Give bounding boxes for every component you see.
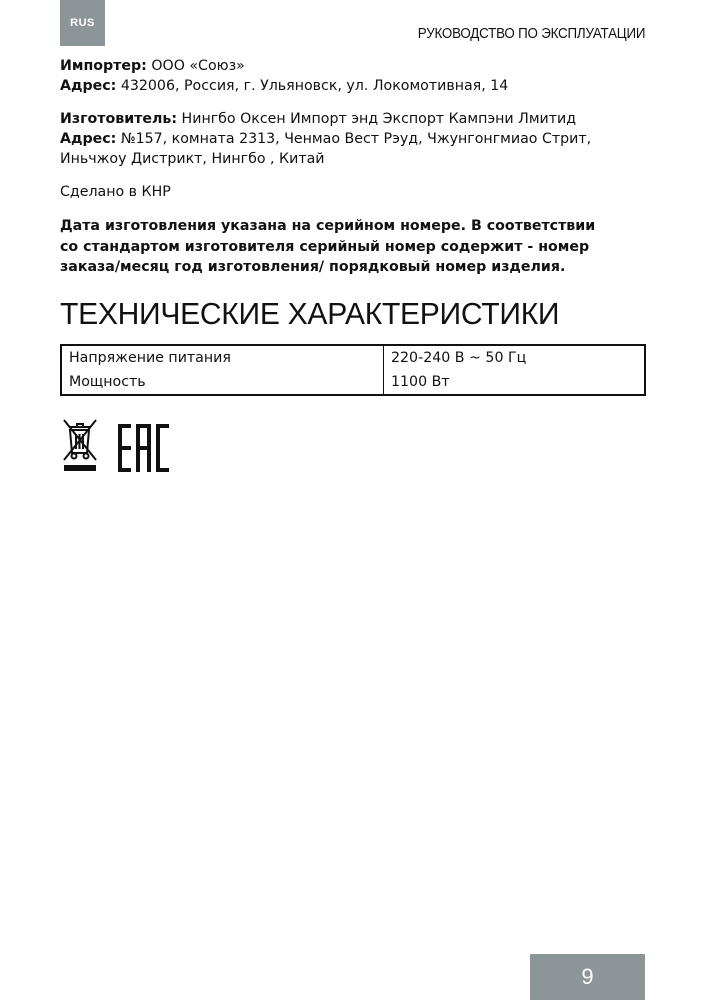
manufacture-date-note xyxy=(60,216,650,278)
spec-name: Напряжение питания xyxy=(61,345,384,370)
page-number: 9 xyxy=(530,954,645,1000)
manufacturer-label: Изготовитель: xyxy=(60,111,178,127)
importer-address-value: 432006, Россия, г. Ульяновск, ул. Локомотивная, 14 xyxy=(116,78,509,94)
manufacturer-address-value-line1: №157, комната 2313, Ченмао Вест Рэуд, Чжунгонгмиао Стрит, xyxy=(116,131,592,147)
table-row xyxy=(61,370,645,395)
language-tab: RUS xyxy=(60,0,105,46)
spec-name: Мощность xyxy=(61,370,384,395)
specs-table xyxy=(60,344,646,396)
spec-value: 1100 Вт xyxy=(391,374,450,390)
manufacturer-address-line xyxy=(60,129,650,149)
importer-address-label: Адрес: xyxy=(60,78,117,94)
crossed-out-wheelie-bin-icon xyxy=(60,418,100,474)
note-line-1: Дата изготовления указана на серийном номере. В соответствии xyxy=(60,218,596,234)
manufacturer-line xyxy=(60,109,650,129)
manual-title: РУКОВОДСТВО ПО ЭКСПЛУАТАЦИИ xyxy=(417,26,645,42)
eac-mark-icon xyxy=(118,424,170,472)
specs-title: ТЕХНИЧЕСКИЕ ХАРАКТЕРИСТИКИ xyxy=(60,296,560,331)
manufacturer-value: Нингбо Оксен Импорт энд Экспорт Кампэни Лмитид xyxy=(177,111,577,127)
origin-text: Сделано в КНР xyxy=(60,184,171,200)
importer-line xyxy=(60,56,650,76)
importer-address-line xyxy=(60,76,650,96)
table-row xyxy=(61,345,645,370)
note-line-2: со стандартом изготовителя серийный номер содержит - номер xyxy=(60,238,590,255)
manufacturer-address-label: Адрес: xyxy=(60,131,117,147)
manufacturer-address-value-line2: Иньчжоу Дистрикт, Нингбо , Китай xyxy=(60,151,325,167)
importer-value: ООО «Союз» xyxy=(146,58,245,74)
spec-value: 220-240 В ~ 50 Гц xyxy=(391,350,527,366)
importer-label: Импортер: xyxy=(60,58,147,74)
note-line-3: заказа/месяц год изготовления/ порядковый номер изделия. xyxy=(60,259,566,275)
document-body xyxy=(60,56,650,278)
